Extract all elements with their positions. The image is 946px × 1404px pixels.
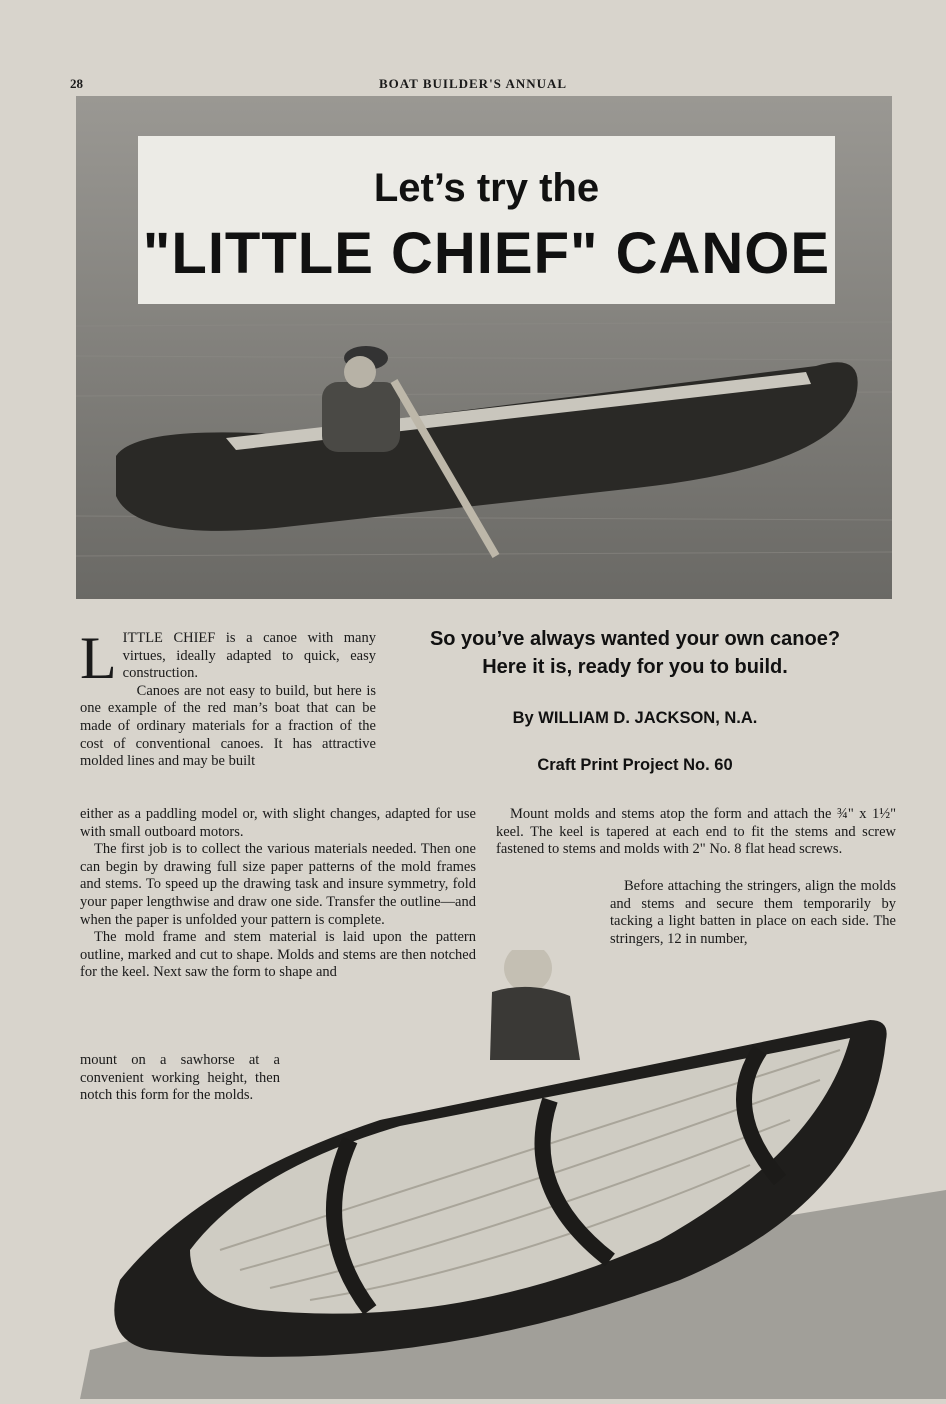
title-panel	[138, 136, 835, 304]
paragraph-3-top: The mold frame and stem material is laid upon the pattern outline, marked and cut to shape. Molds and stems are then notched for the keel. Next saw the form to shape and	[80, 929, 476, 981]
article-right-narrow	[610, 878, 896, 948]
page-title: "LITTLE CHIEF" CANOE	[142, 221, 831, 286]
paragraph-5: Before attaching the stringers, align the molds and stems and secure them temporarily by tacking a light batten in place on each side. The stringers, 12 in number,	[610, 878, 896, 947]
canoe-construction-photo	[80, 950, 946, 1399]
drop-cap: L	[80, 625, 117, 691]
deck-line-1: So you’ve always wanted your own canoe?	[429, 628, 841, 650]
byline: By WILLIAM D. JACKSON, N.A.	[512, 709, 758, 727]
paragraph-2: The first job is to collect the various materials needed. Then one can begin by drawing full size paper patterns of the mold frames and stems. To speed up the drawing task and insure symmetry, fold your paper lengthwise and draw one side. Transfer the outline—and when the paper is unfolded your pattern is complete.	[80, 841, 476, 928]
paragraph-1-top: Canoes are not easy to build, but here is one example of the red man’s boat that can be made of ordinary materials for a fraction of the cost of conventional canoes. It has attractive molded lines and may be built	[80, 682, 376, 770]
paragraph-1-rest: either as a paddling model or, with slight changes, adapted for use with small outboard motors.	[80, 806, 476, 840]
title-kicker: Let’s try the	[373, 166, 600, 210]
article-intro	[80, 625, 376, 771]
project-number: Craft Print Project No. 60	[537, 756, 733, 774]
paragraph-3-rest: mount on a sawhorse at a convenient working height, then notch this form for the molds.	[80, 1052, 280, 1104]
paragraph-4: Mount molds and stems atop the form and attach the ¾" x 1½" keel. The keel is tapered at each end to fit the stems and screw fastened to stems and molds with 2" No. 8 flat head screws.	[496, 806, 896, 858]
deck-line-2: Here it is, ready for you to build.	[482, 656, 788, 678]
article-right-column	[496, 806, 896, 859]
running-head: BOAT BUILDER'S ANNUAL	[378, 76, 568, 91]
page-number: 28	[70, 76, 83, 91]
intro-paragraph: ITTLE CHIEF is a canoe with many virtues, ideally adapted to quick, easy construction.	[122, 630, 376, 682]
